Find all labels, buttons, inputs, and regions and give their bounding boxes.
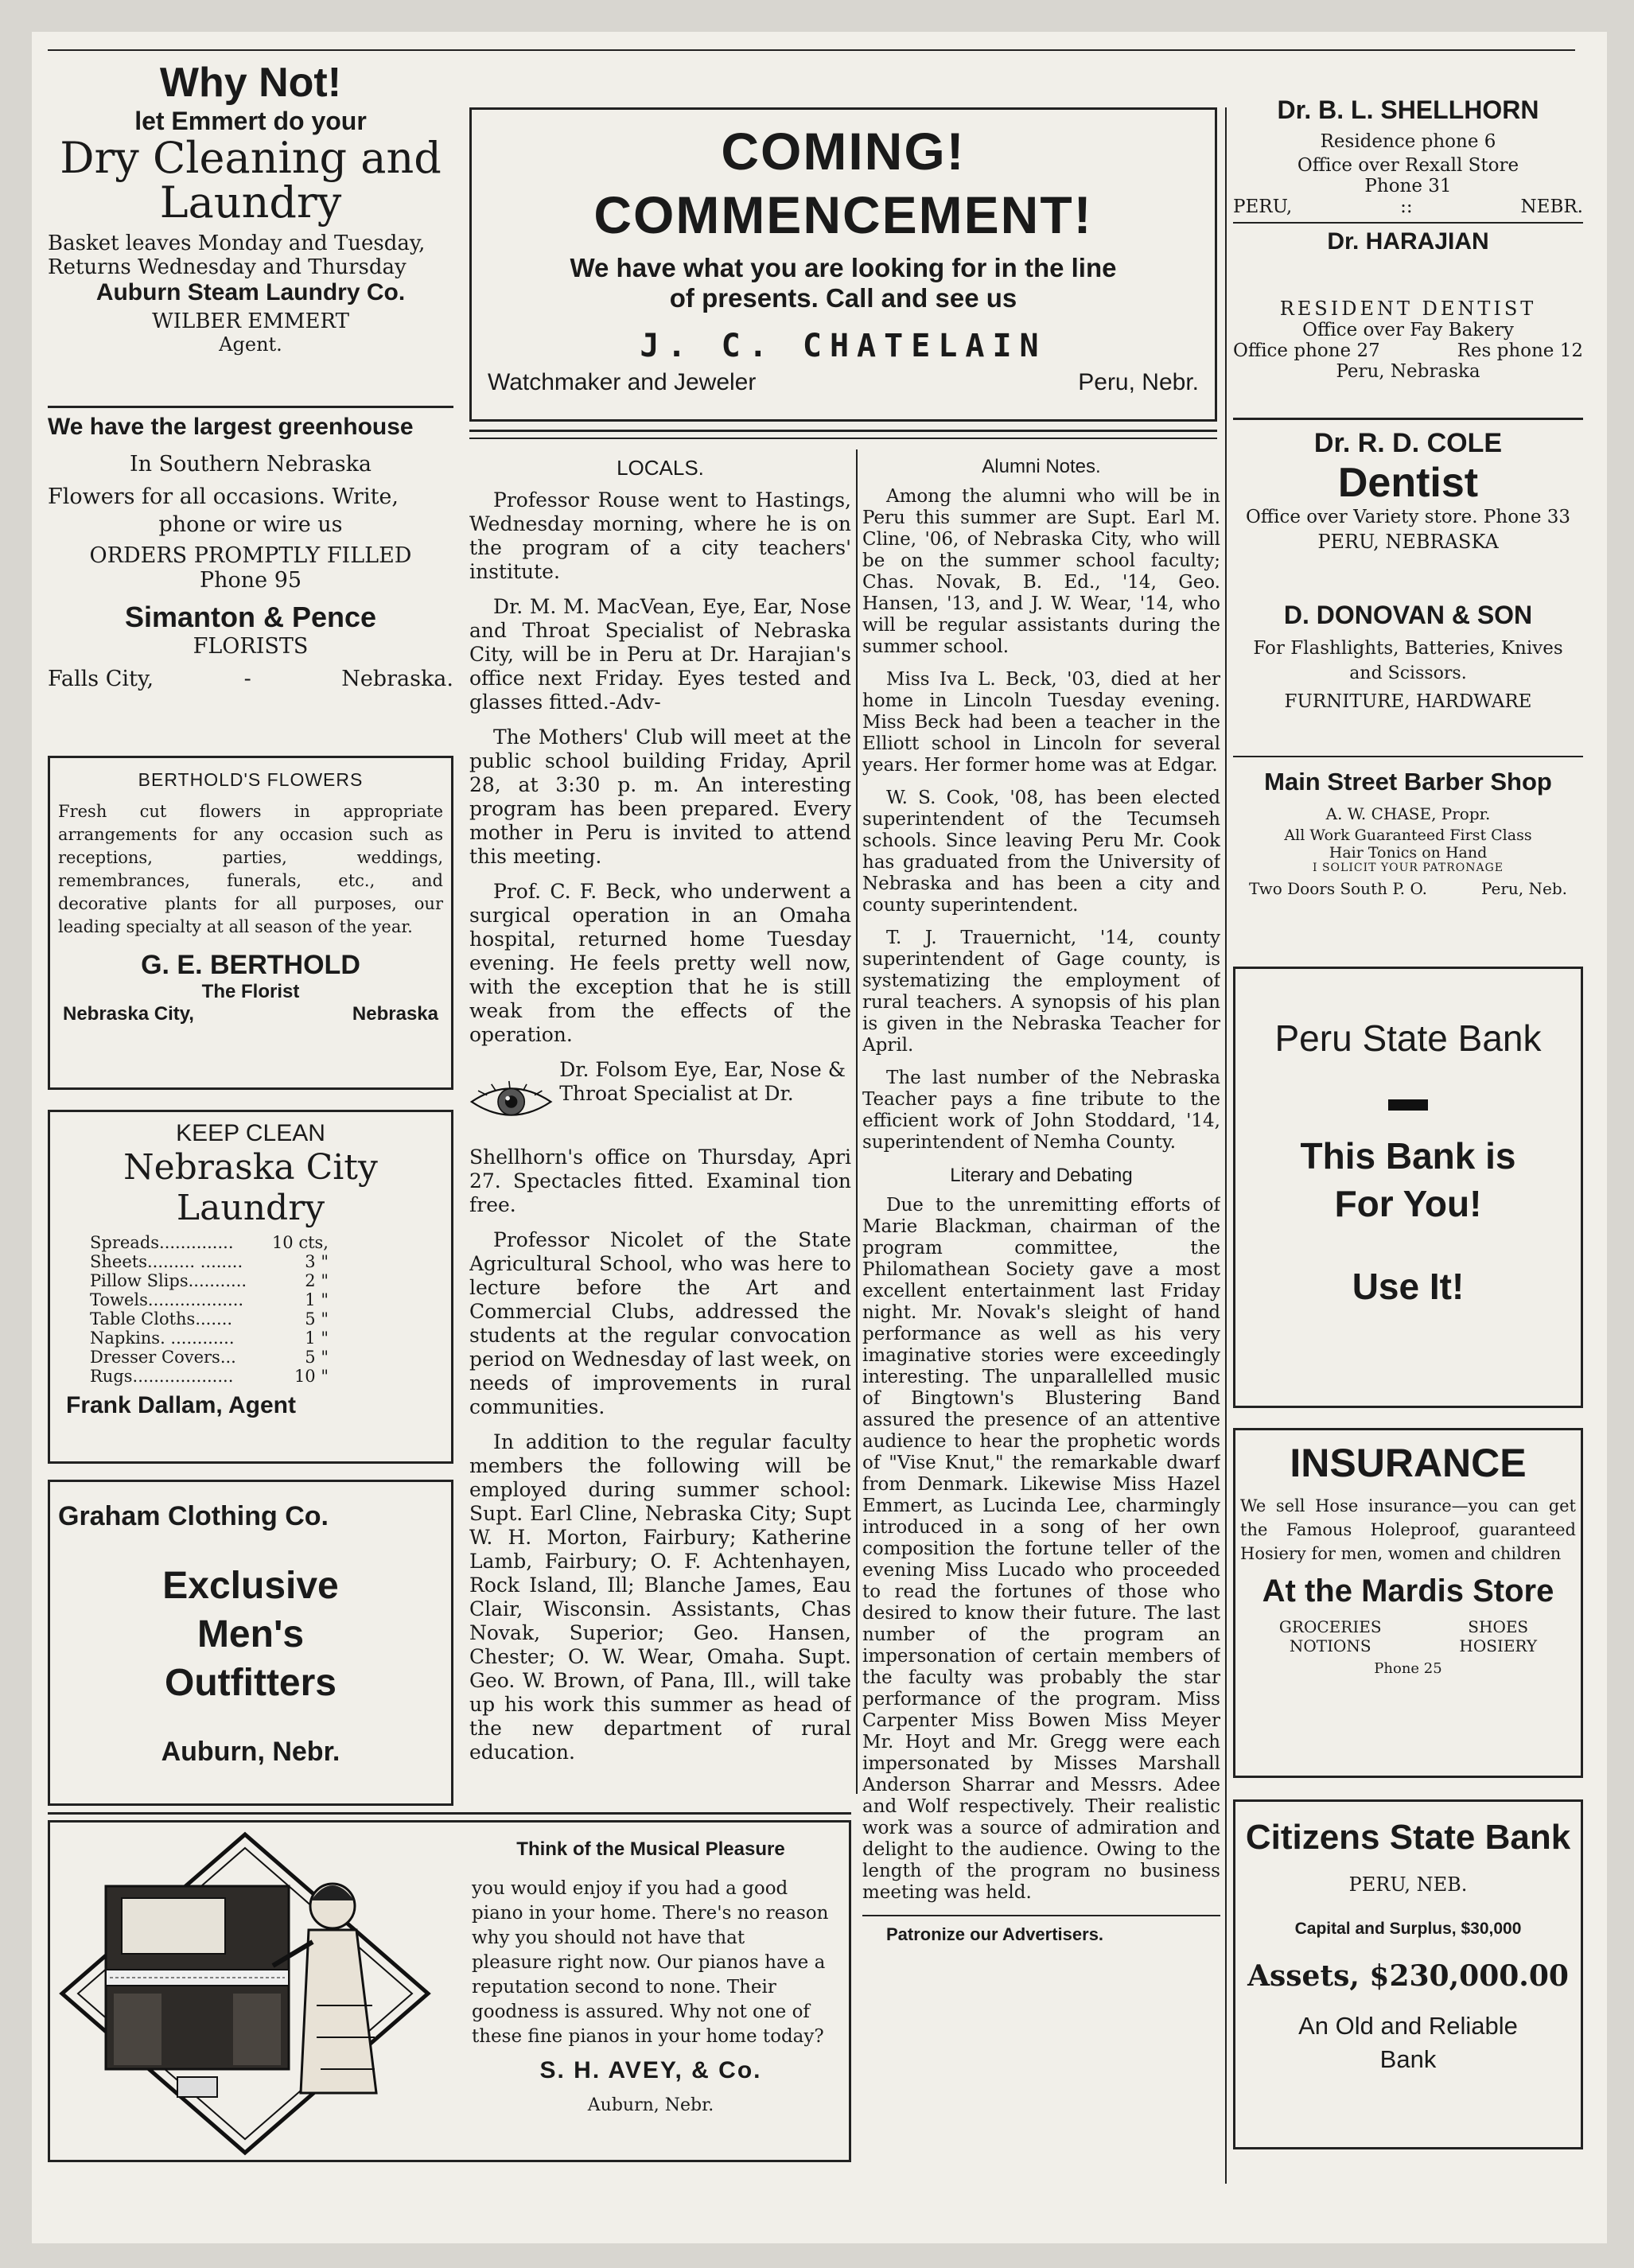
ad-laundry <box>48 1110 453 1464</box>
insurance-text: We sell Hose insurance—you can get the Famous Holeproof, guaranteed Hosiery for men, women and children <box>1240 1496 1576 1563</box>
why-not-sched1: Basket leaves Monday and Tuesday, <box>48 231 426 255</box>
price-row: Table Cloths....... 5 " <box>90 1309 329 1329</box>
laundry-top: KEEP CLEAN <box>176 1120 325 1146</box>
ad-insurance <box>1233 1428 1583 1778</box>
barber-address <box>1233 879 1583 898</box>
ad-berthold <box>48 756 453 1090</box>
newspaper-page <box>32 32 1607 2243</box>
folsom-b: Shellhorn's office on Thursday, Apri 27. Spectacles fitted. Examinal tion free. <box>469 1146 851 1216</box>
insurance-c1a: GROCERIES <box>1278 1617 1382 1636</box>
locals-p6: Professor Nicolet of the State Agricultural School, who was here to lecture before the Art and Commercial Clubs, addressed the students at the regular convocation period on Wednesday of last week, on needs of improvements in rural communities. <box>469 1228 851 1418</box>
folsom-a: Dr. Folsom Eye, Ear, Nose & Throat Specialist at Dr. <box>559 1058 846 1105</box>
berthold-name: G. E. BERTHOLD <box>141 950 360 980</box>
harajian-name: Dr. HARAJIAN <box>1327 228 1489 255</box>
locals-heading: LOCALS. <box>617 456 704 480</box>
alumni-p4: T. J. Trauernicht, '14, county superintendent of Gage county, is systematizing the employment of rural teachers. A synopsis of his plan is given in the Nebraska Teacher for April. <box>862 928 1220 1056</box>
barber-line2: All Work Guaranteed First Class <box>1284 827 1532 844</box>
barber-name: Main Street Barber Shop <box>1264 768 1552 796</box>
column-rule <box>856 449 858 1794</box>
ad-peru-bank <box>1233 967 1583 1408</box>
greenhouse-state: Nebraska. <box>341 667 453 691</box>
graham-line1: Exclusive <box>162 1565 339 1607</box>
shellhorn-right: NEBR. <box>1520 196 1583 217</box>
alumni-footer: Patronize our Advertisers. <box>886 1924 1104 1944</box>
greenhouse-line3: phone or wire us <box>158 512 343 537</box>
peru-bank-bar <box>1388 1099 1428 1111</box>
literary-heading: Literary and Debating <box>950 1165 1133 1186</box>
alumni-p2: Miss Iva L. Beck, '03, died at her home in Lincoln Tuesday evening. Miss Beck had been a teacher in the Elliott school in Lincoln for several years. Her former home was at Edgar. <box>862 669 1220 776</box>
folsom-notice <box>469 1058 851 1146</box>
locals-p1: Professor Rouse went to Hastings, Wednesday morning, where he is on the program of a city teachers' institute. <box>469 488 851 583</box>
rule <box>1233 756 1583 757</box>
why-not-sched2: Returns Wednesday and Thursday <box>48 255 407 279</box>
shellhorn-address <box>1233 196 1583 217</box>
ad-barber <box>1233 760 1583 935</box>
rule <box>862 1915 1220 1916</box>
coming-right: Peru, Nebr. <box>1078 369 1199 395</box>
insurance-c2a: SHOES <box>1468 1617 1529 1636</box>
citizens-line2: Bank <box>1379 2045 1437 2073</box>
berthold-title: BERTHOLD'S FLOWERS <box>138 769 364 790</box>
peru-bank-line1: This Bank is <box>1300 1135 1516 1177</box>
harajian-line2: Office over Fay Bakery <box>1302 320 1514 340</box>
harajian-right: Res phone 12 <box>1457 340 1583 361</box>
greenhouse-city: Falls City, <box>48 667 154 691</box>
greenhouse-line4: ORDERS PROMPTLY FILLED <box>89 543 412 568</box>
locals-p2: Dr. M. M. MacVean, Eye, Ear, Nose and Throat Specialist of Nebraska City, will be in Peru at Dr. Harajian's office next Friday. Eyes tested and glasses fitted.-Adv- <box>469 595 851 714</box>
peru-bank-name: Peru State Bank <box>1274 1017 1542 1059</box>
peru-bank-line2: For You! <box>1334 1183 1482 1224</box>
coming-line2: COMMENCEMENT! <box>593 185 1093 244</box>
donovan-line2: and Scissors. <box>1349 663 1467 683</box>
insurance-title: INSURANCE <box>1290 1441 1527 1485</box>
insurance-c1b: NOTIONS <box>1289 1636 1371 1655</box>
why-not-company: Auburn Steam Laundry Co. <box>95 279 406 305</box>
citizens-line1: An Old and Reliable <box>1298 2012 1518 2040</box>
ad-citizens-bank <box>1233 1799 1583 2149</box>
insurance-store: At the Mardis Store <box>1262 1574 1554 1609</box>
citizens-city: PERU, NEB. <box>1348 1873 1468 1896</box>
why-not-title: Why Not! <box>159 60 342 106</box>
cole-title: Dentist <box>1337 460 1479 506</box>
piano-name: S. H. AVEY, & Co. <box>539 2057 762 2083</box>
greenhouse-address <box>48 667 453 691</box>
graham-line3: Outfitters <box>165 1662 337 1704</box>
shellhorn-mid: :: <box>1400 196 1413 217</box>
rule <box>48 1812 851 1815</box>
insurance-col1 <box>1279 1617 1382 1655</box>
shellhorn-left: PERU, <box>1233 196 1293 217</box>
piano-title: Think of the Musical Pleasure <box>516 1838 785 1860</box>
shellhorn-line2: Office over Rexall Store <box>1297 155 1519 176</box>
insurance-col2 <box>1459 1617 1537 1655</box>
graham-line2: Men's <box>196 1613 305 1655</box>
greenhouse-line5: Phone 95 <box>199 568 302 593</box>
berthold-state: Nebraska <box>352 1003 438 1025</box>
cole-name: Dr. R. D. COLE <box>1313 428 1503 458</box>
price-row: Spreads.............. 10 cts, <box>90 1233 329 1252</box>
ad-greenhouse <box>48 414 453 748</box>
cole-line1: Office over Variety store. Phone 33 <box>1245 507 1571 527</box>
graham-city: Auburn, Nebr. <box>161 1737 340 1767</box>
insurance-c2b: HOSIERY <box>1459 1636 1538 1655</box>
berthold-address <box>58 1003 443 1025</box>
why-not-line3: Laundry <box>159 177 342 228</box>
why-not-agent-label: Agent. <box>219 333 282 356</box>
rule <box>1233 418 1583 420</box>
harajian-left: Office phone 27 <box>1233 340 1380 361</box>
coming-left: Watchmaker and Jeweler <box>488 369 757 395</box>
insurance-dept-grid <box>1240 1617 1576 1655</box>
harajian-phones <box>1233 340 1583 361</box>
citizens-assets: Assets, $230,000.00 <box>1247 1959 1569 1993</box>
barber-line1: A. W. CHASE, Propr. <box>1325 804 1491 823</box>
citizens-name: Citizens State Bank <box>1245 1818 1571 1857</box>
greenhouse-florists: FLORISTS <box>193 634 309 659</box>
piano-text-block <box>464 1838 838 2115</box>
piano-illustration <box>58 1830 432 2157</box>
shellhorn-line3: Phone 31 <box>1364 176 1452 196</box>
donovan-name: D. DONOVAN & SON <box>1283 601 1533 629</box>
why-not-line1: let Emmert do your <box>134 107 367 135</box>
greenhouse-line1: In Southern Nebraska <box>129 452 372 477</box>
price-row: Sheets......... ........ 3 " <box>90 1252 329 1271</box>
alumni-heading: Alumni Notes. <box>982 456 1101 477</box>
ad-graham <box>48 1480 453 1806</box>
alumni-column <box>862 449 1220 2239</box>
laundry-price-list <box>90 1233 329 1386</box>
ad-coming-commencement <box>469 107 1217 422</box>
donovan-line3: FURNITURE, HARDWARE <box>1284 691 1532 712</box>
coming-text1: We have what you are looking for in the line <box>570 253 1117 282</box>
barber-line3: Hair Tonics on Hand <box>1329 844 1488 862</box>
greenhouse-name: Simanton & Pence <box>124 601 377 633</box>
alumni-p6: Due to the unremitting efforts of Marie Blackman, chairman of the program committee, the Philomathean Society gave a most excellent entertainment last Friday night. Mr. Novak's sleight of hand performance as well as his very imaginative stories were exceedingly interesting. The unparallelled music of Bingtown's Blustering Band assured the presence of an attentive audience to hear the prophetic words of "Vise Knut," the remarkable dwarf from Denmark. Likewise Miss Hazel Emmert, as Lucinda Lee, charmingly introduced in a song of her own composition the fortune teller of the evening Miss Lucado who proceeded to read the fortunes of those who desired to know their future. The last number of the program an impersonation of certain members of the faculty was probably the star performance of the program. Miss Carpenter Miss Bowen Miss Meyer Mr. Hoyt and Mr. Gregg were each impersonated by Misses Marshall Anderson Sharrar and Messrs. Adee and Wolf respectively. Their realistic work was a source of admiration and delight to the audience. Owing to the length of the program no business meeting was held. <box>862 1195 1220 1903</box>
rule <box>1233 222 1583 224</box>
barber-right: Peru, Neb. <box>1480 879 1567 898</box>
rule <box>469 430 1217 432</box>
berthold-sub: The Florist <box>201 981 300 1002</box>
laundry-name2: Laundry <box>176 1188 325 1228</box>
greenhouse-line2: Flowers for all occasions. Write, <box>48 484 399 509</box>
laundry-agent: Frank Dallam, Agent <box>66 1392 296 1418</box>
top-rule <box>48 49 1575 51</box>
ad-shellhorn <box>1233 95 1583 286</box>
berthold-text: Fresh cut flowers in appropriate arrangements for any occasion such as receptions, parties, weddings, remembrances, funerals, etc., and decorative plants for all purposes, our leading specialty at all season of the year. <box>58 802 443 936</box>
peru-bank-line3: Use It! <box>1352 1266 1465 1307</box>
greenhouse-title: We have the largest greenhouse <box>48 414 414 440</box>
piano-text: you would enjoy if you had a good piano in your home. There's no reason why you should not have that pleasure right now. Our pianos have a reputation second to none. Their goodness is assured. Why not one of these fine pianos in your home today? <box>472 1878 829 2047</box>
locals-p7: In addition to the regular faculty members the following will be employed during summer school: Supt. Earl Cline, Nebraska City; Supt W. H. Morton, Fairbury; Katherine Lamb, Fairbury; O. F. Achtenhayen, Rock Island, Ill; Blanche James, Eau Clair, Wisconsin. Assistants, Chas Novak, Superior; Geo. Hansen, Chester; O. W. Wear, Omaha. Supt. Geo. W. Brown, of Pana, Ill., will take up his work this summer as head of the new department of rural education. <box>469 1430 851 1764</box>
price-row: Dresser Covers... 5 " <box>90 1348 329 1367</box>
greenhouse-dash: - <box>243 667 251 691</box>
ad-donovan <box>1233 601 1583 760</box>
coming-name: J. C. CHATELAIN <box>640 328 1047 364</box>
ad-piano <box>48 1820 851 2162</box>
shellhorn-name: Dr. B. L. SHELLHORN <box>1277 95 1539 124</box>
berthold-city: Nebraska City, <box>63 1003 194 1025</box>
insurance-phone: Phone 25 <box>1374 1660 1442 1677</box>
barber-line4: I SOLICIT YOUR PATRONAGE <box>1312 862 1504 874</box>
price-row: Napkins. ............ 1 " <box>90 1329 329 1348</box>
barber-left: Two Doors South P. O. <box>1249 879 1428 898</box>
why-not-agent-name: WILBER EMMERT <box>152 309 349 333</box>
eye-icon <box>469 1058 553 1146</box>
ad-why-not <box>48 56 453 406</box>
harajian-city: Peru, Nebraska <box>1336 361 1480 382</box>
piano-city: Auburn, Nebr. <box>587 2095 714 2115</box>
laundry-name1: Nebraska City <box>123 1147 378 1188</box>
ad-cole <box>1233 422 1583 597</box>
why-not-line2: Dry Cleaning and <box>60 133 442 183</box>
price-row: Towels.................. 1 " <box>90 1290 329 1309</box>
coming-line1: COMING! <box>721 122 966 181</box>
shellhorn-line1: Residence phone 6 <box>1320 131 1496 152</box>
donovan-line1: For Flashlights, Batteries, Knives <box>1253 638 1563 659</box>
alumni-p1: Among the alumni who will be in Peru this summer are Supt. Earl M. Cline, '06, of Nebraska City, who will be on the summer school faculty; Chas. Novak, B. Ed., '14, Geo. Hansen, '13, and J. W. Wear, '14, who will be regular assistants during the summer school. <box>862 486 1220 657</box>
price-row: Rugs................... 10 " <box>90 1367 329 1386</box>
locals-column <box>469 449 851 1794</box>
rule <box>48 406 453 408</box>
cole-line2: PERU, NEBRASKA <box>1317 531 1499 553</box>
column-rule <box>1225 107 1227 2184</box>
rule <box>469 438 1217 439</box>
locals-p3: The Mothers' Club will meet at the public school building Friday, April 28, at 3:30 p. m. An interesting program has been prepared. Every mother in Peru is invited to attend this meeting. <box>469 726 851 868</box>
alumni-p3: W. S. Cook, '08, has been elected superintendent of the Tecumseh schools. Since leaving Peru Mr. Cook has graduated from the University of Nebraska and has been a city and county superintendent. <box>862 788 1220 916</box>
graham-name: Graham Clothing Co. <box>58 1501 329 1531</box>
locals-p4: Prof. C. F. Beck, who underwent a surgical operation in an Omaha hospital, returned home Tuesday evening. He feels pretty well now, with the exception that he is still weak from the effects of the operation. <box>469 880 851 1046</box>
citizens-capital: Capital and Surplus, $30,000 <box>1294 1920 1522 1938</box>
price-row: Pillow Slips........... 2 " <box>90 1271 329 1290</box>
alumni-p5: The last number of the Nebraska Teacher pays a fine tribute to the efficient work of John Stoddard, '14, superintendent of Nemha County. <box>862 1068 1220 1153</box>
coming-footer <box>488 369 1199 396</box>
harajian-line1: RESIDENT DENTIST <box>1279 298 1537 320</box>
coming-text2: of presents. Call and see us <box>669 283 1017 313</box>
